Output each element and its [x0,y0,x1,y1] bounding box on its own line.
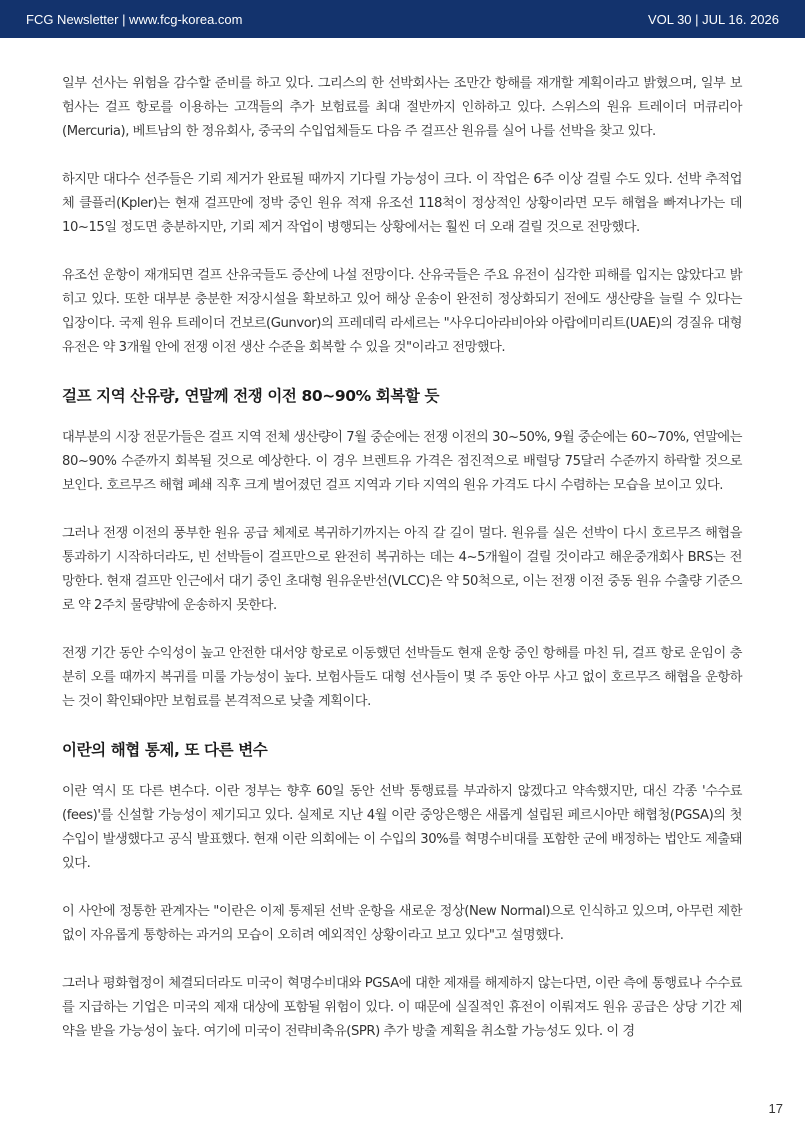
paragraph-3: 유조선 운항이 재개되면 걸프 산유국들도 증산에 나설 전망이다. 산유국들은 주요 유전이 심각한 피해를 입지는 않았다고 밝히고 있다. 또한 대부분 충분한 저장시설을 확보하고 있어 해상 운송이 완전히 정상화되기 전에도 생산량을 늘릴 수 있다는 입장이다. 국제 원유 트레이더 건보르(Gunvor)의 프레데릭 라세르는 "사우디아라비아와 아랍에미리트(UAE)의 경질유 대형 유전은 약 3개월 안에 전쟁 이전 생산 수준을 회복할 수 있을 것"이라고 전망했다. [62,268,742,355]
newsletter-site-label: FCG Newsletter | www.fcg-korea.com [26,11,243,27]
paragraph-7: 이란 역시 또 다른 변수다. 이란 정부는 향후 60일 동안 선박 통행료를 부과하지 않겠다고 약속했지만, 대신 각종 '수수료(fees)'를 신설할 가능성이 제기되고 있다. 실제로 지난 4월 이란 중앙은행은 새롭게 설립된 페르시아만 해협청(PGSA)의 첫 수입이 발생했다고 공식 발표했다. 현재 이란 의회에는 이 수입의 30%를 혁명수비대를 포함한 군에 배정하는 법안도 제출돼 있다. [62,784,742,871]
issue-date-label: VOL 30 | JUL 16. 2026 [647,11,779,27]
paragraph-5: 그러나 전쟁 이전의 풍부한 원유 공급 체제로 복귀하기까지는 아직 갈 길이 멀다. 원유를 실은 선박이 다시 호르무즈 해협을 통과하기 시작하더라도, 빈 선박들이 걸프만으로 완전히 복귀하는 데는 4~5개월이 걸릴 것이라고 해운중개회사 BRS는 전망한다. 현재 걸프만 인근에서 대기 중인 초대형 원유운반선(VLCC)은 약 50척으로, 이는 전쟁 이전 중동 원유 수출량 기준으로 약 2주치 물량밖에 운송하지 못한다. [62,526,742,613]
paragraph-2: 하지만 대다수 선주들은 기뢰 제거가 완료될 때까지 기다릴 가능성이 크다. 이 작업은 6주 이상 걸릴 수도 있다. 선박 추적업체 클플러(Kpler)는 현재 걸프만에 정박 중인 원유 적재 유조선 118척이 정상적인 상황이라면 모두 해협을 빠져나가는 데 10~15일 정도면 충분하지만, 기뢰 제거 작업이 병행되는 상황에서는 훨씬 더 오래 걸릴 것으로 전망했다. [62,172,742,235]
article-body [62,72,742,1068]
paragraph-1: 일부 선사는 위험을 감수할 준비를 하고 있다. 그리스의 한 선박회사는 조만간 항해를 재개할 계획이라고 밝혔으며, 일부 보험사는 걸프 항로를 이용하는 고객들의 추가 보험료를 최대 절반까지 인하하고 있다. 스위스의 원유 트레이더 머큐리아(Mercuria), 베트남의 한 정유회사, 중국의 수입업체들도 다음 주 걸프산 원유를 실어 나를 선박을 찾고 있다. [62,76,742,139]
header-bar [0,0,805,38]
paragraph-9: 그러나 평화협정이 체결되더라도 미국이 혁명수비대와 PGSA에 대한 제재를 해제하지 않는다면, 이란 측에 통행료나 수수료를 지급하는 기업은 미국의 제재 대상에 포함될 위험이 있다. 이 때문에 실질적인 휴전이 이뤄져도 원유 공급은 상당 기간 제약을 받을 가능성이 높다. 여기에 미국이 전략비축유(SPR) 추가 방출 계획을 취소할 가능성도 있다. 이 경 [62,976,742,1039]
paragraph-6: 전쟁 기간 동안 수익성이 높고 안전한 대서양 항로로 이동했던 선박들도 현재 운항 중인 항해를 마친 뒤, 걸프 항로 운임이 충분히 오를 때까지 복귀를 미룰 가능성이 높다. 보험사들도 대형 선사들이 몇 주 동안 아무 사고 없이 호르무즈 해협을 운항하는 것이 확인돼야만 보험료를 본격적으로 낮출 계획이다. [62,646,742,709]
section-heading-1: 걸프 지역 산유량, 연말께 전쟁 이전 80~90% 회복할 듯 [62,387,440,405]
paragraph-4: 대부분의 시장 전문가들은 걸프 지역 전체 생산량이 7월 중순에는 전쟁 이전의 30~50%, 9월 중순에는 60~70%, 연말에는 80~90% 수준까지 회복될 것으로 예상한다. 이 경우 브렌트유 가격은 점진적으로 배럴당 75달러 수준까지 하락할 것으로 보인다. 호르무즈 해협 폐쇄 직후 크게 벌어졌던 걸프 지역과 기타 지역의 원유 가격도 다시 수렴하는 모습을 보이고 있다. [62,430,742,493]
page-number: 17 [768,1101,783,1116]
section-heading-2: 이란의 해협 통제, 또 다른 변수 [62,741,268,759]
paragraph-8: 이 사안에 정통한 관계자는 "이란은 이제 통제된 선박 운항을 새로운 정상(New Normal)으로 인식하고 있으며, 아무런 제한 없이 자유롭게 통항하는 과거의 모습이 오히려 예외적인 상황이라고 보고 있다"고 설명했다. [62,904,742,943]
